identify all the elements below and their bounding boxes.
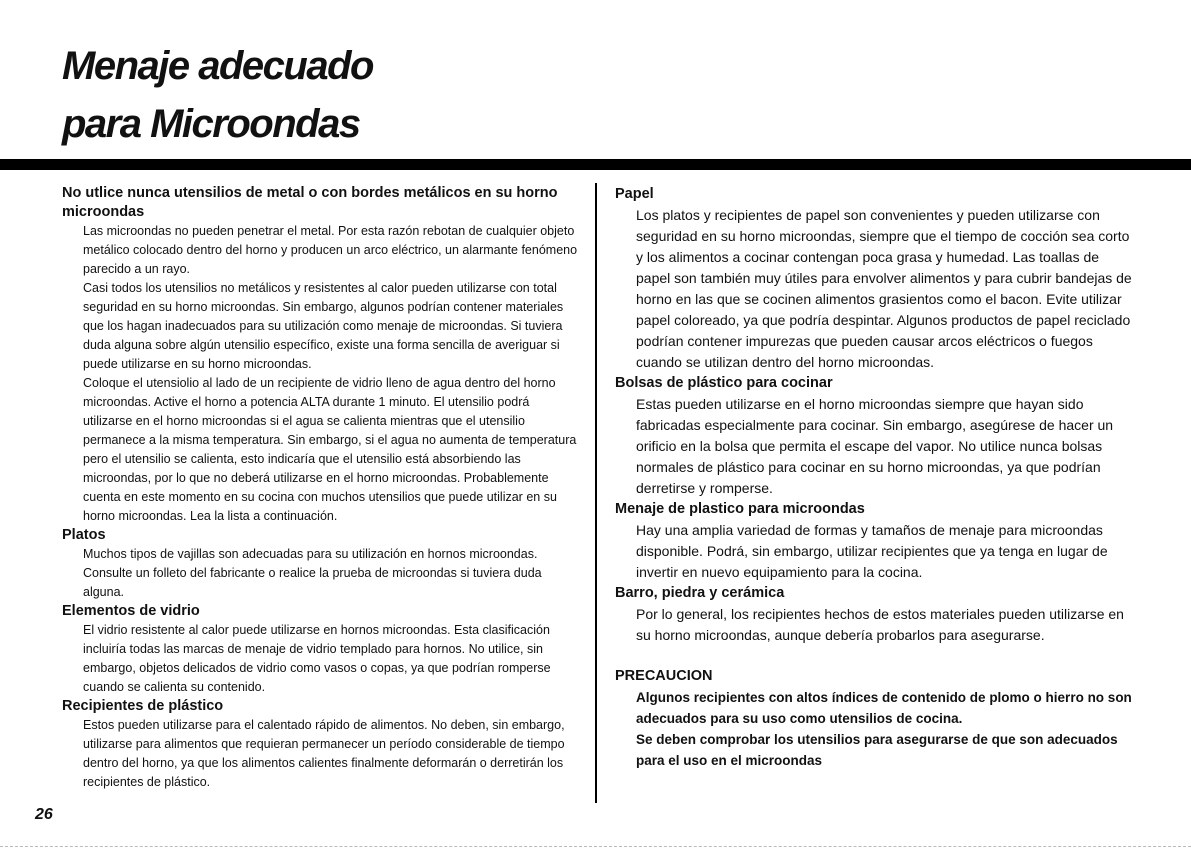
left-column — [62, 184, 582, 792]
menaje-plastico-paragraph: Hay una amplia variedad de formas y tamaños de menaje para microondas disponible. Podrá, sin embargo, utilizar recipientes que ya tenga en lugar de invertir en nuevo equipamiento para la cocina. — [636, 522, 1108, 580]
section-heading-recipientes-plastico: Recipientes de plástico — [62, 698, 224, 714]
bolsas-paragraph: Estas pueden utilizarse en el horno microondas siempre que hayan sido fabricadas especialmente para cocinar. Sin embargo, asegúrese de hacer un orificio en la bolsa que permita el escape del vapor. No utilice nunca bolsas normales de plástico para cocinar en su horno microondas, ya que podrían derretirse y romperse. — [636, 396, 1114, 496]
metal-paragraph-1: Las microondas no pueden penetrar el metal. Por esta razón rebotan de cualquier objeto metálico colocado dentro del horno y producen un arco eléctrico, un alarmante fenómeno parecido a un rayo. — [83, 224, 578, 276]
column-divider — [595, 183, 597, 803]
footer-dashed-line — [0, 846, 1191, 847]
caution-paragraph-1: Algunos recipientes con altos índices de contenido de plomo o hierro no son adecuados para su uso como utensilios de cocina. — [636, 690, 1132, 726]
recipientes-plastico-paragraph: Estos pueden utilizarse para el calentado rápido de alimentos. No deben, sin embargo, utilizarse para alimentos que requieran permanecer un período considerable de tiempo dentro del horno, ya que los alimentos calientes finalmente deformarán o derretirán los recipientes de plástico. — [83, 718, 565, 789]
section-heading-bolsas: Bolsas de plástico para cocinar — [615, 375, 833, 391]
header-rule — [0, 159, 1191, 170]
page-title-line-1: Menaje adecuado — [62, 44, 373, 88]
page-title-line-2: para Microondas — [62, 102, 360, 146]
metal-paragraph-2: Casi todos los utensilios no metálicos y resistentes al calor pueden utilizarse con total seguridad en su horno microondas. Sin embargo, algunos podrían contener materiales que los hagan inadecuados para su utilización como menaje de microondas. Si tuviera duda alguna sobre algún utensilio específico, existe una forma sencilla de averiguar si puede utilizarse en su horno microondas. — [83, 281, 564, 371]
caution-heading: PRECAUCION — [615, 668, 713, 684]
caution-paragraph-2: Se deben comprobar los utensilios para asegurarse de que son adecuados para el uso en el microondas — [636, 732, 1118, 768]
barro-paragraph: Por lo general, los recipientes hechos de estos materiales pueden utilizarse en su horno microondas, aunque debería probarlos para asegurarse. — [636, 606, 1124, 643]
vidrio-paragraph: El vidrio resistente al calor puede utilizarse en hornos microondas. Esta clasificación incluiría todas las marcas de menaje de vidrio templado para hornos. No utilice, sin embargo, objetos delicados de vidrio como vasos o copas, ya que podrían romperse cuando se calienta su contenido. — [83, 623, 551, 694]
metal-paragraph-3: Coloque el utensiolio al lado de un recipiente de vidrio lleno de agua dentro del horno microondas. Active el horno a potencia ALTA durante 1 minuto. El utensilio podrá utilizarse en el horno microondas si el agua se calienta mientras que el utensilio permanece a la misma temperatura. Sin embargo, si el agua no aumenta de temperatura pero el utensilio se calienta, esto indicaría que el utensilio está absorbiendo las microondas, por lo que no deberá utilizarse en el horno microondas. Probablemente cuenta en este momento en su cocina con muchos utensilios que puede utilizar en su horno microondas. Lea la lista a continuación. — [83, 376, 577, 523]
section-heading-menaje-plastico: Menaje de plastico para microondas — [615, 501, 865, 517]
platos-paragraph: Muchos tipos de vajillas son adecuadas para su utilización en hornos microondas. Consulte un folleto del fabricante o realice la prueba de microondas si tuviera duda alguna. — [83, 547, 542, 599]
section-heading-barro: Barro, piedra y cerámica — [615, 585, 785, 601]
page-number: 26 — [35, 806, 53, 823]
right-column — [615, 184, 1135, 771]
papel-paragraph: Los platos y recipientes de papel son convenientes y pueden utilizarse con seguridad en su horno microondas, siempre que el tiempo de cocción sea corto y los alimentos a cocinar contengan poca grasa y humedad. Las toallas de papel son también muy útiles para envolver alimentos y para cubrir bandejas de horno en las que se cocinen alimentos grasientos como el bacon. Evite utilizar papel coloreado, ya que podría despintar. Algunos productos de papel reciclado podrían contener impurezas que pueden causar arcos eléctricos o fuegos cuando se utilizan dentro del horno microondas. — [636, 207, 1132, 370]
section-heading-papel: Papel — [615, 186, 654, 202]
section-heading-platos: Platos — [62, 527, 106, 543]
section-heading-metal: No utlice nunca utensilios de metal o con bordes metálicos en su horno microondas — [62, 185, 558, 220]
section-heading-vidrio: Elementos de vidrio — [62, 603, 200, 619]
